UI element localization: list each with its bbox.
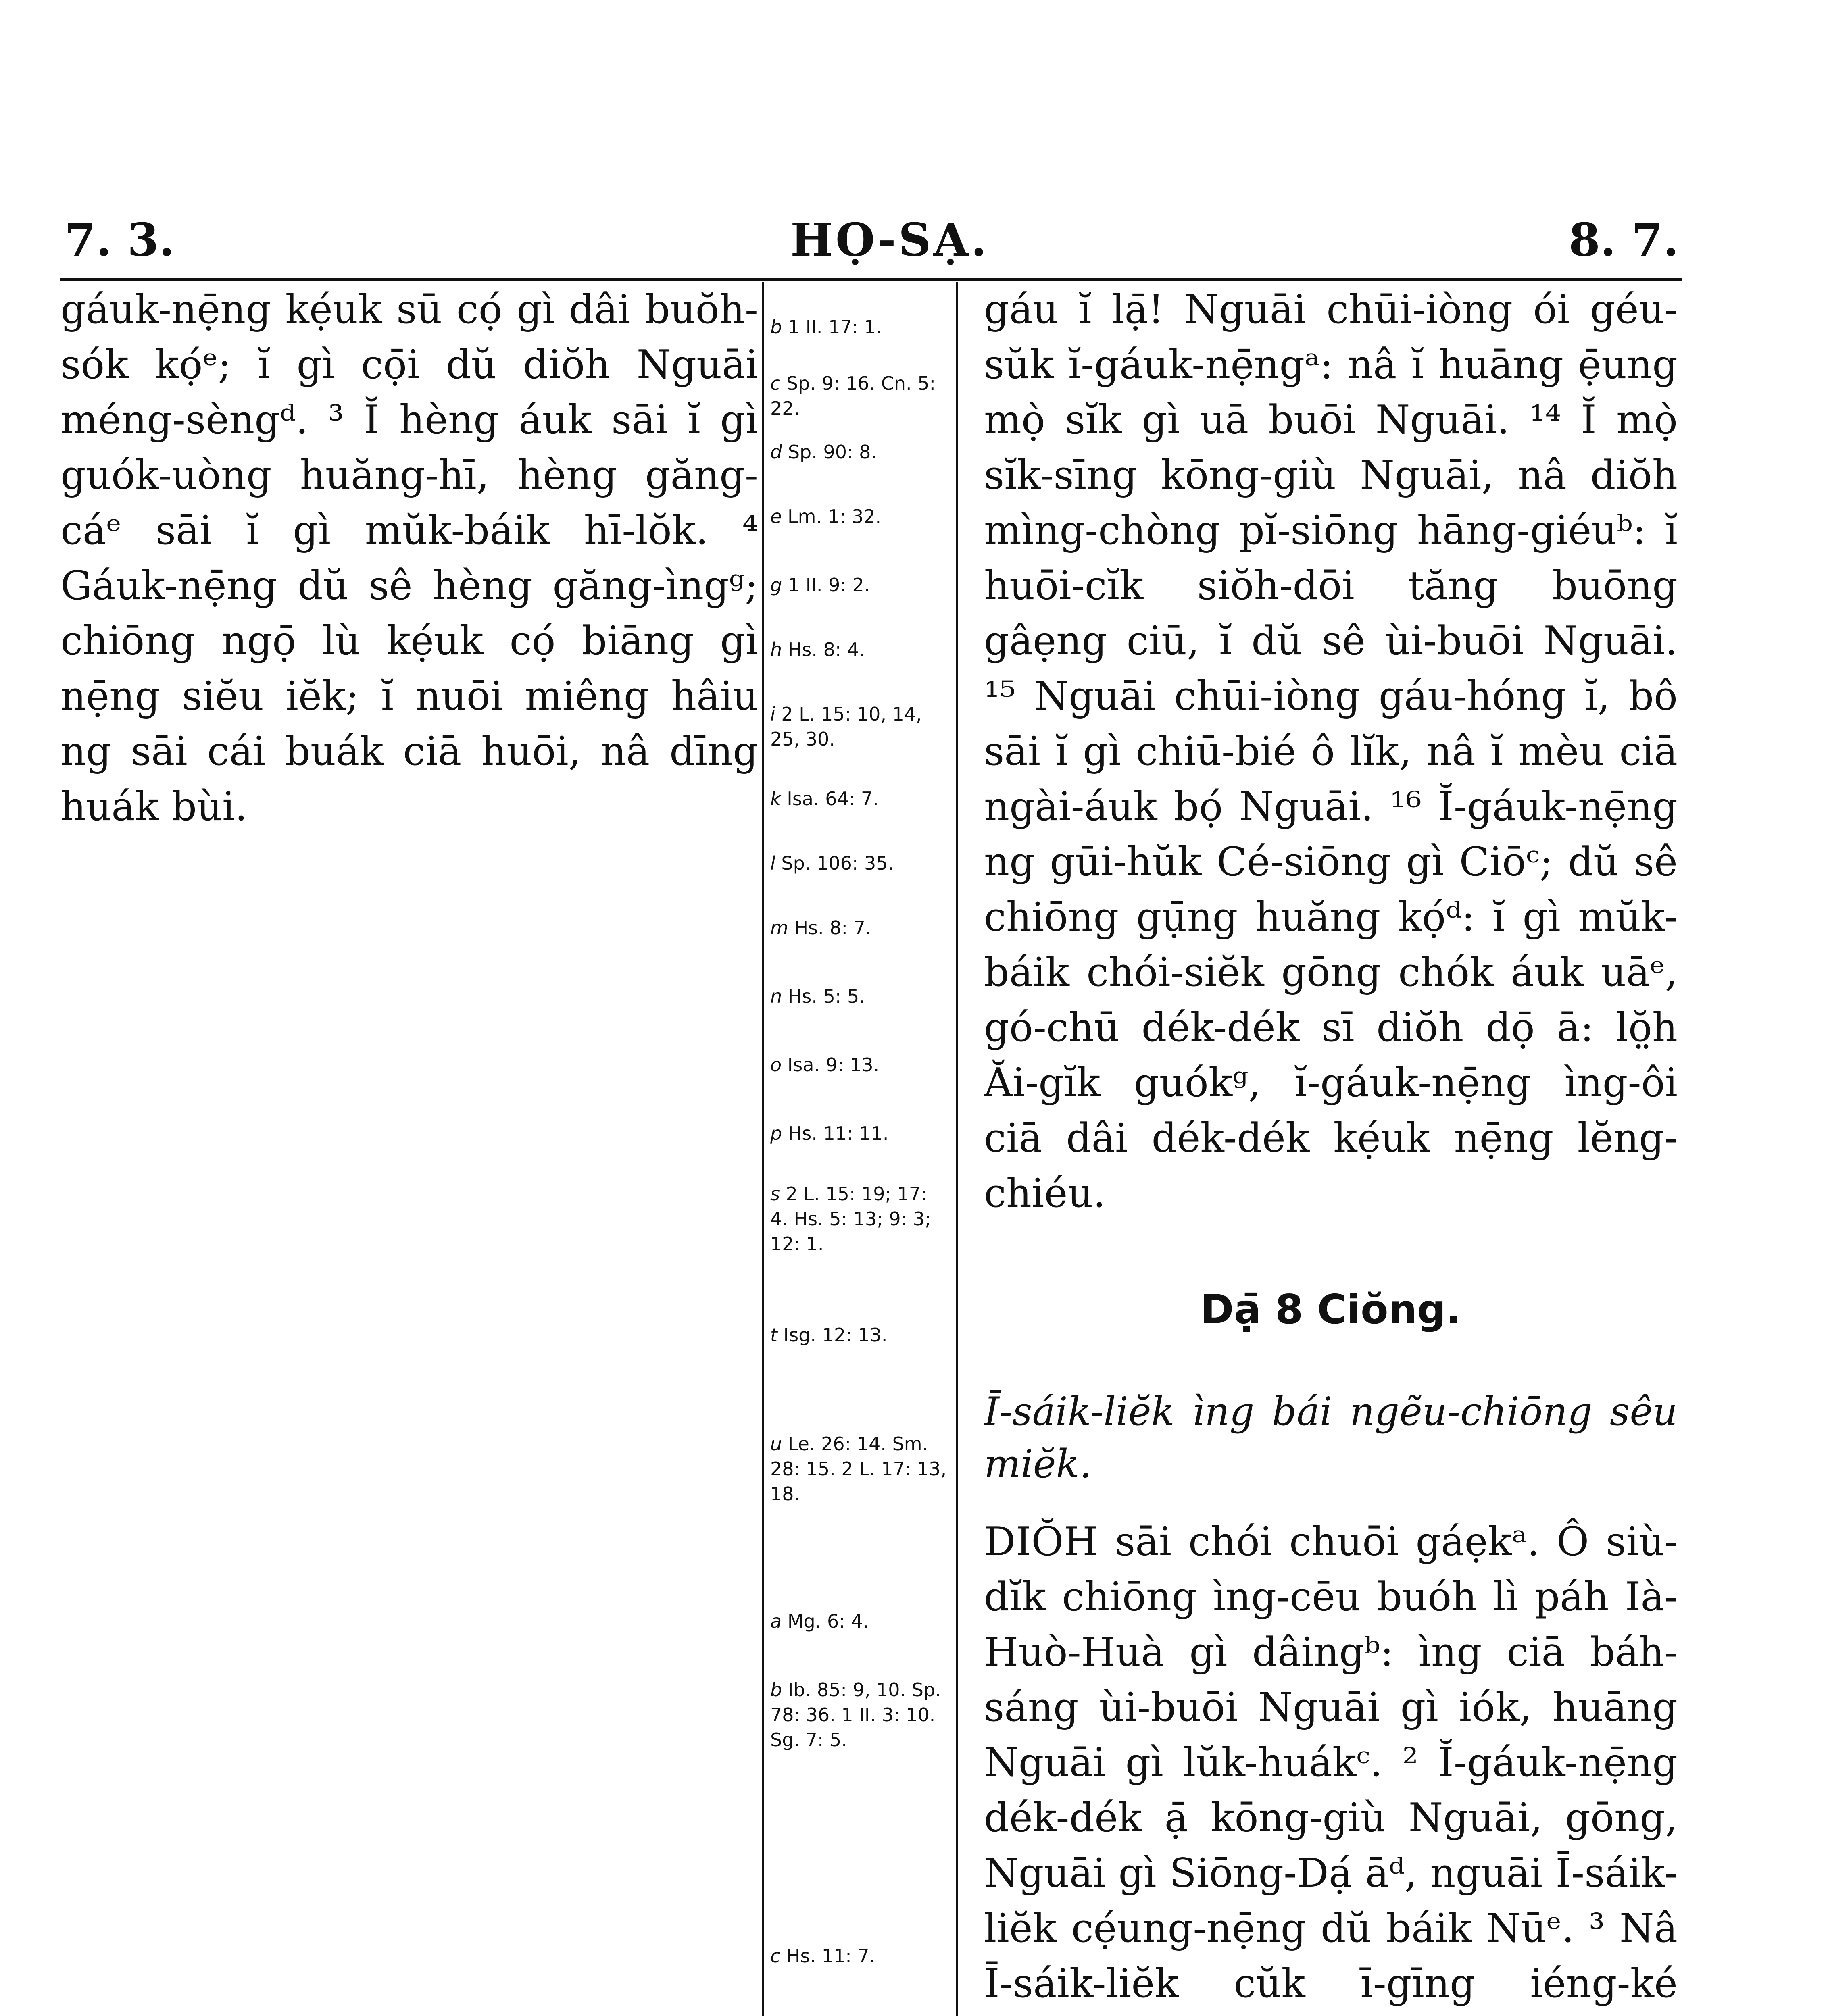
ref-a-2: a Mg. 6: 4. [770,1610,869,1632]
ref-c-1: c Sp. 9: 16. Cn. 5: 22. [770,373,936,419]
chapter-verse-range-right: 8. 7. [1569,214,1679,267]
ref-d-1: d Sp. 90: 8. [770,441,877,463]
right-text-column [984,282,1678,2016]
ref-c-2: c Hs. 11: 7. [770,1945,875,1967]
ref-s-1: s 2 L. 15: 19; 17: 4. Hs. 5: 13; 9: 3; 12: 1. [770,1183,931,1255]
continued-verses: gáu ĭ lạ̄! Nguāi chūi-iòng ói géu-sŭk ĭ-gáuk-nẹ̄ngᵃ: nâ ĭ huāng ẹ̄ung mọ̀ sĭk gì uā buōi Nguāi. ¹⁴ Ĭ mọ̀ sĭk-sīng kōng-giù Nguāi, nâ diŏh mìng-chòng pĭ-siōng hāng-giéuᵇ: ĭ huōi-cĭk siŏh-dōi tăng buōng gâẹng ciū, ĭ dŭ sê ùi-buōi Nguāi. ¹⁵ Nguāi chūi-iòng gáu-hóng ĭ, bô sāi ĭ gì chiū-bié ô lĭk, nâ ĭ mèu ciā ngài-áuk bọ́ Nguāi. ¹⁶ Ĭ-gáuk-nẹ̄ng ng gūi-hŭk Cé-siōng gì Ciōᶜ; dŭ sê chiōng gụ̄ng huăng kọ́ᵈ: ĭ gì mŭk-báik chói-siĕk gōng chók áuk uāᵉ, gó-chū dék-dék sī diŏh dọ̄ ā: lŏ̤h Ăi-gĭk guókᵍ, ĭ-gáuk-nẹ̄ng ìng-ôi ciā dâi dék-dék kẹ́uk nẹ̄ng lĕng-chiéu. [984,287,1678,1216]
column-divider-left [762,282,764,2016]
chapter-verses: DIŎH sāi chói chuōi gáẹkᵃ. Ô siù-dĭk chiōng ìng-cēu buóh lì páh Ià-Huò-Huà gì dâingᵇ: ìng ciā báh-sáng ùi-buōi Nguāi gì iók, huāng Nguāi gì lŭk-huákᶜ. ² Ĭ-gáuk-nẹ̄ng dék-dék ạ̄ kōng-giù Nguāi, gōng, Nguāi gì Siōng-Dạ́ āᵈ, nguāi Ī-sáik-liĕk cẹ́ung-nẹ̄ng dŭ báik Nūᵉ. ³ Nâ Ī-sáik-liĕk cŭk ī-gīng iéng-ké [984,1519,1678,2007]
chapter-verse-range-left: 7. 3. [65,214,175,267]
ref-n-1: n Hs. 5: 5. [770,985,865,1007]
ref-b-2: b Ib. 85: 9, 10. Sp. 78: 36. 1 II. 3: 10. Sg. 7: 5. [770,1679,941,1751]
chapter-summary: Ī-sáik-liĕk ìng bái ngẽu-chiōng sêu miĕk. [984,1389,1678,1487]
ref-i-1: i 2 L. 15: 10, 14, 25, 30. [770,703,922,750]
ref-m-1: m Hs. 8: 7. [770,917,871,939]
left-text-column [60,282,758,2016]
ref-k-1: k Isa. 64: 7. [770,788,879,810]
book-title: HỌ-SẠ. [790,214,989,267]
running-head [0,214,1828,278]
ref-b-1: b 1 II. 17: 1. [770,316,882,338]
chapter-heading: Dạ̄ 8 Ciŏng. [1200,1286,1461,1333]
ref-g-1: g 1 II. 9: 2. [770,574,870,596]
ref-u-1: u Le. 26: 14. Sm. 28: 15. 2 L. 17: 13, 18. [770,1433,946,1505]
ref-e-1: e Lm. 1: 32. [770,506,882,527]
left-column-text: gáuk-nẹ̄ng kẹ́uk sū cọ́ gì dâi buŏh-sók kọ́ᵉ; ĭ gì cọ̄i dŭ diŏh Nguāi méng-sèngᵈ. ³ Ĭ hèng áuk sāi ĭ gì guók-uòng huăng-hī, hèng găng-cáᵉ sāi ĭ gì mŭk-báik hī-lŏk. ⁴ Gáuk-nẹ̄ng dŭ sê hèng găng-ìngᵍ; chiōng ngọ̄ lù kẹ́uk cọ́ biāng gì nẹ̄ng siĕu iĕk; ĭ nuōi miêng hâiu ng sāi cái buák ciā huōi, nâ dīng huák bùi. [60,287,758,830]
ref-t-1: t Isg. 12: 13. [770,1324,888,1346]
ref-h-1: h Hs. 8: 4. [770,639,865,660]
ref-p-1: p Hs. 11: 11. [770,1123,889,1144]
column-divider-right [956,282,958,2016]
marginal-references [770,314,948,2016]
ref-l-1: l Sp. 106: 35. [770,852,894,874]
header-rule [60,278,1682,281]
ref-o-1: o Isa. 9: 13. [770,1054,880,1076]
